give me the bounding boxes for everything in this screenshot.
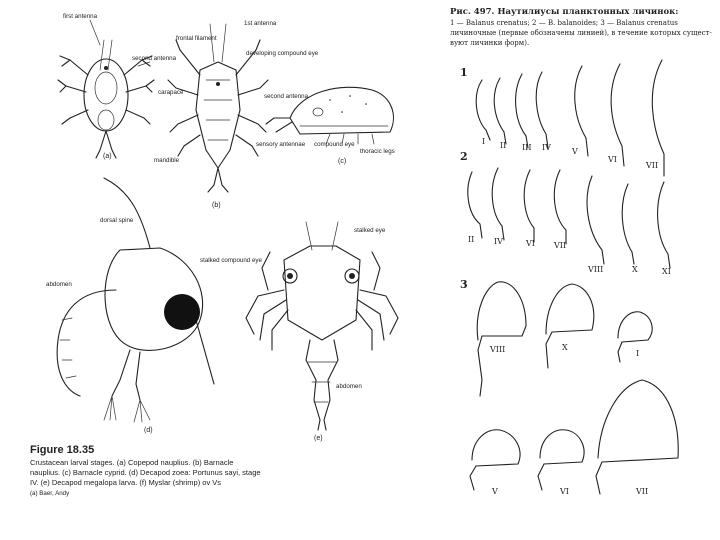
row1-numeral-4: IV xyxy=(542,143,551,152)
row1-numeral-5: V xyxy=(572,147,578,156)
caption-line-1: Crustacean larval stages. (a) Copepod nauplius. (b) Barnacle xyxy=(30,458,234,467)
row3-numeral-3: I xyxy=(636,349,640,358)
panel-letter-c: (c) xyxy=(338,158,347,165)
row2-numeral-2: IV xyxy=(494,237,503,246)
row2-numeral-1: II xyxy=(468,235,475,244)
decapod-megalopa-drawing xyxy=(246,222,398,430)
row2-outlines xyxy=(468,168,670,268)
figure-credit: (a) Baer, Andy xyxy=(30,490,70,497)
label-second-antenna-b: second antenna xyxy=(264,93,309,100)
section-number-3: 3 xyxy=(460,278,468,291)
section-number-1: 1 xyxy=(460,66,468,79)
panel-letter-a: (a) xyxy=(103,153,112,160)
row1-numeral-7: VII xyxy=(646,161,659,170)
label-frontal-filament: frontal filament xyxy=(176,35,217,42)
label-compound-eye: compound eye xyxy=(314,141,355,148)
ru-caption-line-3: вуют личинки форм). xyxy=(450,39,530,47)
label-first-antenna: first antenna xyxy=(63,13,98,20)
ru-caption-line-2: личиночные (первые обозначены линией), в течение которых сущест- xyxy=(450,29,712,37)
label-developing-compound-eye: developing compound eye xyxy=(246,50,319,57)
label-thoracic-legs: thoracic legs xyxy=(360,148,395,155)
label-mandible: mandible xyxy=(154,157,180,164)
row2-numeral-7: XI xyxy=(662,267,671,276)
ru-caption-line-1: 1 — Balanus crenatus; 2 — B. balanoides; 3 — Balanus crenatus xyxy=(450,19,678,27)
row1-outlines xyxy=(476,60,664,176)
label-carapace: carapace xyxy=(158,89,184,96)
panel-letter-b: (b) xyxy=(212,202,221,209)
label-sensory-antennae: sensory antennae xyxy=(256,141,306,148)
panel-letter-d: (d) xyxy=(144,427,153,434)
row1-numeral-6: VI xyxy=(608,155,617,164)
label-abdomen: abdomen xyxy=(46,281,72,288)
row2-numeral-3: VI xyxy=(526,239,535,248)
row3-numeral-2: X xyxy=(562,343,568,352)
label-first-antenna-b: 1st antenna xyxy=(244,20,277,27)
label-dorsal-spine: dorsal spine xyxy=(100,217,134,224)
section-number-2: 2 xyxy=(460,150,468,163)
row4-numeral-1: V xyxy=(492,487,498,496)
ru-figure-title: Рис. 497. Наутилиусы планктонных личинок: xyxy=(450,7,679,17)
row4-numeral-2: VI xyxy=(560,487,569,496)
figure-title: Figure 18.35 xyxy=(30,444,95,456)
label-second-antenna: second antenna xyxy=(132,55,177,62)
panel-letter-e: (e) xyxy=(314,435,323,442)
decapod-zoea-drawing xyxy=(57,178,214,422)
row3-outlines xyxy=(477,282,652,396)
label-stalked-eye: stalked eye xyxy=(354,227,386,234)
row1-numeral-3: III xyxy=(522,143,532,152)
caption-line-2: nauplius. (c) Barnacle cyprid. (d) Decapod zoea: Portunus sayi, stage xyxy=(30,468,261,477)
nauplius-outline-series xyxy=(442,0,720,540)
row2-numeral-4: VII xyxy=(554,241,567,250)
row1-numeral-1: I xyxy=(482,137,486,146)
caption-line-3: IV. (e) Decapod megalopa larva. (f) Myslar (shrimp) ov Vs xyxy=(30,478,222,487)
row4-outlines xyxy=(470,380,678,494)
row1-numeral-2: II xyxy=(500,141,507,150)
row2-numeral-6: X xyxy=(632,265,638,274)
row3-numeral-1: VIII xyxy=(490,345,506,354)
row4-numeral-3: VII xyxy=(636,487,649,496)
label-stalked-compound-eye: stalked compound eye xyxy=(200,257,262,264)
row2-numeral-5: VIII xyxy=(588,265,604,274)
label-abdomen-e: abdomen xyxy=(336,383,362,390)
monograph-figure-panel xyxy=(442,0,720,540)
